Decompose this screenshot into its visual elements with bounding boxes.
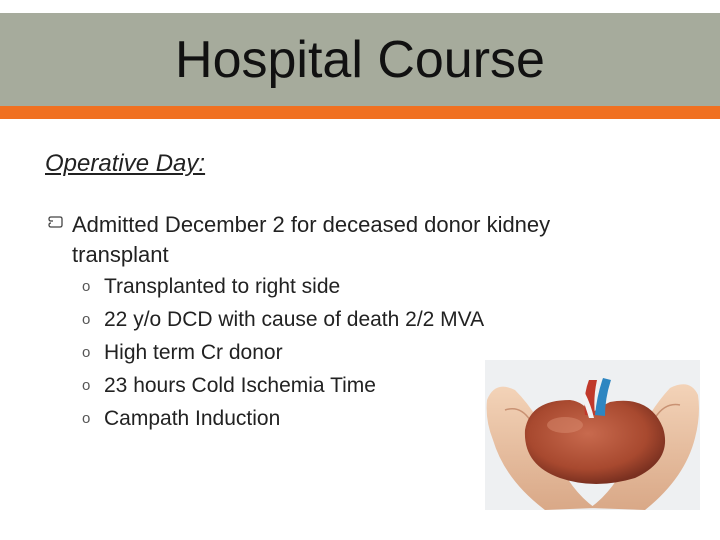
- main-bullet: [48, 210, 608, 270]
- circle-bullet-icon: o: [82, 278, 91, 295]
- sub-bullet-item: [82, 402, 484, 435]
- sub-bullet-text: Campath Induction: [104, 407, 281, 430]
- sub-bullet-item: [82, 270, 484, 303]
- slide-title: Hospital Course: [175, 31, 545, 89]
- circle-bullet-icon: o: [82, 410, 91, 427]
- sub-bullet-item: [82, 336, 484, 369]
- sub-bullet-text: 22 y/o DCD with cause of death 2/2 MVA: [104, 308, 485, 331]
- circle-bullet-icon: o: [82, 311, 91, 328]
- scroll-bullet-icon: [48, 214, 64, 230]
- kidney-shape: [525, 400, 665, 484]
- kidney-illustration: [485, 360, 700, 510]
- accent-bar: [0, 106, 720, 119]
- sub-bullet-list: [82, 270, 484, 435]
- sub-bullet-text: Transplanted to right side: [104, 275, 341, 298]
- circle-bullet-icon: o: [82, 344, 91, 361]
- sub-bullet-text: 23 hours Cold Ischemia Time: [104, 374, 376, 397]
- sub-bullet-item: [82, 369, 484, 402]
- sub-bullet-item: [82, 303, 484, 336]
- circle-bullet-icon: o: [82, 377, 91, 394]
- main-bullet-text: Admitted December 2 for deceased donor kidney transplant: [72, 212, 551, 267]
- section-heading: Operative Day:: [45, 150, 206, 177]
- kidney-in-hands-image: [485, 360, 700, 510]
- sub-bullet-text: High term Cr donor: [104, 341, 283, 364]
